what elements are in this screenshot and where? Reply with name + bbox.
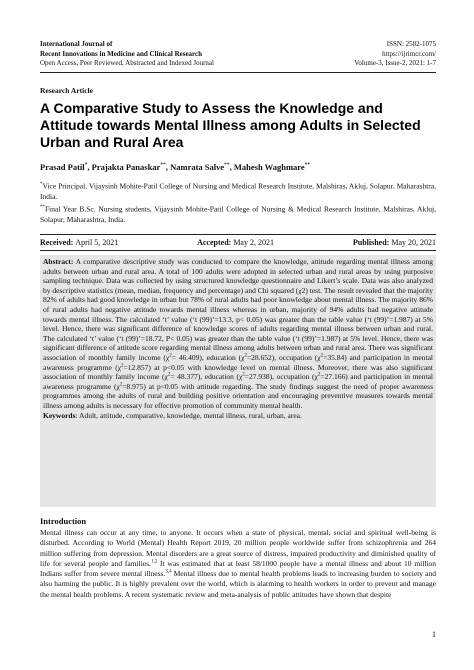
abstract-box (40, 255, 436, 507)
journal-header (40, 40, 436, 69)
published-date: Published: May 20, 2021 (352, 237, 436, 247)
abstract-text: Abstract: A comparative descriptive study was conducted to compare the knowledge, attitude regarding mental illness among adults between urban and rural area. A total of 100 adults were adopted in selected urban and rural areas by using purposive sampling technique. Data was collected by using structured knowledge questionnaire and Likert’s scale. Data was also analyzed by descriptive statistics (mean, median, frequency and percentage) and Chi squared (χ2) test. The result revealed that the majority 82% of adults had good knowledge in urban but 78% of rural adults had poor knowledge about mental illness. The majority 86% of rural adults had negative attitude towards mental illness whereas in urban, majority of 94% adults had negative attitude towards mental illness. The calculated ‘t’ value (‘t (99)’=13.3, p< 0.05) was greater than the table value (‘t (99)’=1.987) at 5% level. Hence, there was significant difference of knowledge scores of adults regarding mental illness between urban and rural. The calculated ‘t’ value (‘t (99)’=18.72, P< 0.05) was greater than the table value (‘t (99)’=1.987) at 5% level. Hence, there was significant difference of attitude score regarding mental illness among adults between urban and rural area. There was significant association of monthly family income $(\chi^2= 46.409)$, education $(\chi^2=28.652)$, occupation $(\chi^2=35.84)$ and participation in mental awareness programme $(\chi^2=12.857)$ at p<0.05 with knowledge level on mental illness. Moreover, there was also significant association of monthly family income $(\chi^2= 48.377)$, education $(\chi^2=27.938)$, occupation $(\chi^2=27.166)$ and participation in mental awareness programme $(\chi^2=8.975)$ at p<0.05 with attitude regarding. The study findings suggest the need of proper awareness programmes among the adults of rural and building positive orientation and encouraging preventive measures towards mental illness among adults is necessary for effective promotion of community mental health. (43, 257, 434, 410)
article-type: Research Article (40, 86, 93, 95)
journal-name-line1: International Journal of (40, 40, 113, 48)
abstract-label: Abstract: (43, 257, 74, 266)
volume-info: Volume-3, Issue-2, 2021: 1-7 (354, 59, 436, 67)
affiliation: *Vice Principal, Vijaysinh Mohite-Patil College of Nursing and Medical Research Institute, Malshiras, Akluj, Solapur, Maharashtra, India. (40, 181, 436, 201)
introduction-heading: Introduction (40, 516, 87, 526)
affiliations (40, 180, 436, 226)
affiliation: **Final Year B.Sc. Nursing students, Vijaysinh Mohite-Patil College of Nursing & Medical Research Institute, Malshiras, Akluj, Solapur, Maharashtra, India. (40, 204, 436, 224)
introduction-text: Mental illness can occur at any time, to anyone. It occurs when a state of physical, mental, social and spiritual well-being is disturbed. According to World (Mental) Health Report 2019, 20 million people worldwide suffer from schizophrenia and 264 million suffering from depression. Mental disorders are a great source of distress, impaired productivity and diminished quality of life for several people and families.$^{1,2}$ It was estimated that at least 58/1000 people have a mental illness and about 10 million Indians suffer from severe mental illness.$^{3,4}$ Mental illness due to mental health problems leads to increasing burden to society and also harming the public. It is highly prevalent over the world, which is alarming to health workers in order to prevent and manage the mental health problems. A recent systematic review and meta-analysis of public attitudes have shown that despite (40, 528, 436, 599)
keywords-label: Keywords (43, 410, 76, 420)
keywords: Keywords: Adult, attitude, comparative, knowledge, mental illness, rural, urban, area. (43, 410, 302, 420)
received-date: Received: April 5, 2021 (40, 237, 119, 247)
author-list (40, 162, 436, 172)
page-number: 1 (432, 630, 436, 639)
article-dates (40, 235, 436, 249)
journal-url[interactable]: https://ijrimcr.com/ (382, 49, 436, 58)
accepted-date: Accepted: May 2, 2021 (197, 237, 274, 247)
journal-name-line2: Recent Innovations in Medicine and Clinical Research (40, 49, 203, 58)
author: Prajakta Panaskar**, (91, 162, 171, 172)
dates-rule-bottom (40, 250, 436, 251)
article-title: A Comparative Study to Assess the Knowledge and Attitude towards Mental Illness among Adults in Selected Urban and Rural Area (40, 100, 421, 150)
author: Namrata Salve**, (170, 162, 234, 172)
issn: ISSN: 2582-1075 (386, 40, 436, 48)
author: Mahesh Waghmare** (233, 162, 311, 172)
author: Prasad Patil*, (40, 162, 92, 172)
journal-name-line3: Open Access, Peer Reviewed, Abstracted and Indexed Journal (40, 59, 214, 67)
header-rule (40, 72, 436, 73)
